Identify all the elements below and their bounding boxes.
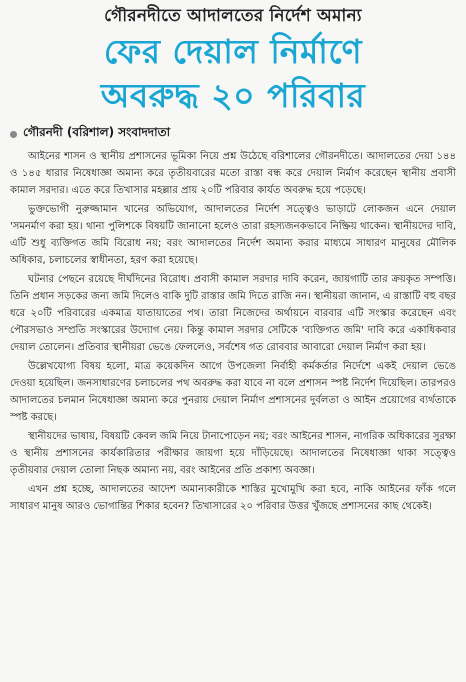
byline-text: গৌরনদী (বরিশাল) সংবাদদাতা	[23, 125, 171, 139]
headline	[10, 30, 456, 118]
byline	[10, 124, 456, 144]
paragraph: আইনের শাসন ও স্থানীয় প্রশাসনের ভূমিকা নিয়ে প্রশ্ন উঠেছে বরিশালের গৌরনদীতে। আদালতের দেয়া ১৪৪ ও ১৪৫ ধারার নিষেধাজ্ঞা অমান্য করে তৃতীয়বারের মতো রাস্তা বন্ধ করে দেয়াল নির্মাণ করেছেন স্থানীয় প্রবাসী কামাল সরদার। এতে করে তিখাসার মহল্লার প্রায় ২০টি পরিবার কার্যত অবরুদ্ধ হয়ে পড়েছে।	[10, 151, 456, 196]
bullet-icon	[10, 131, 17, 138]
paragraph: এখন প্রশ্ন হচ্ছে, আদালতের আদেশ অমান্যকারীকে শাস্তির মুখোমুখি করা হবে, নাকি আইনের ফাঁক গলে সাধারণ মানুষ আরও ভোগান্তির শিকার হবেন? তিখাসারের ২০ পরিবার উত্তর খুঁজছে প্রশাসনের কাছ থেকেই।	[10, 484, 456, 512]
headline-line-1: ফের দেয়াল নির্মাণে	[103, 32, 363, 71]
paragraph: ভুক্তভোগী নুরুজ্জামান খানের অভিযোগ, আদালতের নির্দেশ সত্ত্বেও ভাড়াটে লোকজন এনে দেয়াল 'সমনর্মাণ করা হয়। থানা পুলিশকে বিষয়টি জানানো হলেও তারা রহস্যজনকভাবে নিষ্ক্রিয় থাকেন। স্থানীয়দের দাবি, এটি শুধু ব্যক্তিগত জমি বিরোধ নয়; বরং আদালতের নির্দেশ অমান্য করার মাধ্যমে সাধারণ মানুষের মৌলিক অধিকার, চলাচলের স্বাধীনতা, হরণ করা হয়েছে।	[10, 204, 456, 266]
kicker: গৌরনদীতে আদালতের নির্দেশ অমান্য	[104, 6, 362, 26]
paragraph: ঘটনার পেছনে রয়েছে দীর্ঘদিনের বিরোধ। প্রবাসী কামাল সরদার দাবি করেন, জায়গাটি তার ক্রয়কৃত সম্পত্তি। তিনি প্রধান সড়কের জন্য জমি দিলেও বাকি দুটি রাস্তার জমি দিতে রাজি নন। স্থানীয়রা জানান, এ রাস্তাটি বহু বছর ধরে ২০টি পরিবারের একমাত্র যাতায়াতের পথ। তারা নিজেদের অর্থায়নে বারবার এটি সংস্কার করেছেন এবং পৌরসভাও সম্প্রতি সংস্কারের উদ্যোগ নেয়। কিন্তু কামাল সরদার সেটিকে 'ব্যক্তিগত জমি' দাবি করে একাধিকবার দেয়াল তোলেন। প্রতিবার স্থানীয়রা ভেঙে ফেললেও, সর্বশেষ গত রোববার আবারো দেয়াল নির্মাণ করা হয়।	[10, 274, 456, 353]
paragraph: উল্লেখযোগ্য বিষয় হলো, মাত্র কয়েকদিন আগে উপজেলা নির্বাহী কর্মকর্তার নির্দেশে একই দেয়াল ভেঙে দেওয়া হয়েছিল। জনসাধারণের চলাচলের পথ অবরুদ্ধ করা যাবে না বলে প্রশাসন স্পষ্ট নির্দেশ দিয়েছিল। তারপরও আদালতের চলমান নিষেধাজ্ঞা অমান্য করে পুনরায় দেয়াল নির্মাণ প্রশাসনের দুর্বলতা ও আইন প্রয়োগের ব্যর্থতাকে স্পষ্ট করছে।	[10, 361, 456, 423]
paragraph: স্থানীয়দের ভাষায়, বিষয়টি কেবল জমি নিয়ে টানাপোড়েন নয়; বরং আইনের শাসন, নাগরিক অধিকারের সুরক্ষা ও স্থানীয় প্রশাসনের কার্যকারিতার পরীক্ষার জায়গা হয়ে দাঁড়িয়েছে। আদালতের নিষেধাজ্ঞা থাকা সত্ত্বেও তৃতীয়বার দেয়াল তোলা নিছক অমান্য নয়, বরং আইনের প্রতি প্রকাশ্য অবজ্ঞা।	[10, 431, 456, 476]
article-body	[10, 148, 456, 515]
headline-line-2: অবরুদ্ধ ২০ পরিবার	[100, 76, 366, 115]
